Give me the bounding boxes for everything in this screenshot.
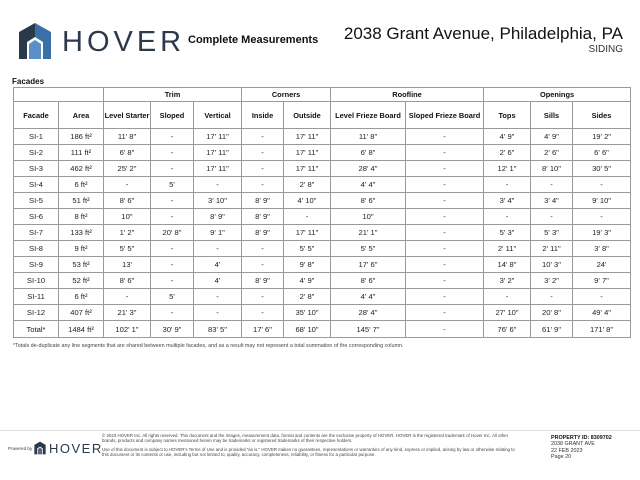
cell-area: 9 ft²	[59, 241, 104, 257]
group-header-corners: Corners	[242, 88, 331, 102]
table-row	[14, 257, 631, 273]
cell-outside: 4' 10"	[284, 193, 331, 209]
table-row	[14, 225, 631, 241]
cell-sides: 19' 3"	[573, 225, 631, 241]
cell-level-starter: -	[104, 289, 151, 305]
cell-sides: 19' 2"	[573, 129, 631, 145]
cell-level-starter: 1' 2"	[104, 225, 151, 241]
cell-tops: 27' 10"	[484, 305, 531, 321]
legal-terms: Use of this document is subject to HOVER's Terms of Use and is provided "as is." HOVER makes no guarantees, representations or warranties of any kind, express or implied, arising by law or otherwise relating to this document or its contents or use, including but not limited to, quality, accuracy, completeness, reliability, or fitness for a particular purpose.	[102, 446, 515, 458]
cell-sloped: -	[151, 305, 194, 321]
cell-facade: SI-2	[14, 145, 59, 161]
cell-area: 6 ft²	[59, 289, 104, 305]
cell-tops: 2' 6"	[484, 145, 531, 161]
cell-area: 407 ft²	[59, 305, 104, 321]
cell-level-starter: 13'	[104, 257, 151, 273]
total-sills: 61' 9"	[531, 321, 573, 338]
property-info	[551, 435, 612, 461]
cell-sloped-frieze-board: -	[406, 273, 484, 289]
cell-facade: SI-7	[14, 225, 59, 241]
table-row	[14, 161, 631, 177]
cell-facade: SI-12	[14, 305, 59, 321]
cell-area: 462 ft²	[59, 161, 104, 177]
cell-sloped: 20' 8"	[151, 225, 194, 241]
cell-level-starter: 25' 2"	[104, 161, 151, 177]
cell-area: 53 ft²	[59, 257, 104, 273]
cell-sills: -	[531, 289, 573, 305]
cell-outside: -	[284, 209, 331, 225]
cell-area: 6 ft²	[59, 177, 104, 193]
cell-sloped: 5'	[151, 289, 194, 305]
cell-level-starter: 8' 6"	[104, 193, 151, 209]
total-facade: Total*	[14, 321, 59, 338]
cell-facade: SI-11	[14, 289, 59, 305]
property-short-address: 2038 GRANT AVE	[551, 441, 595, 448]
cell-area: 186 ft²	[59, 129, 104, 145]
cell-sides: 30' 5"	[573, 161, 631, 177]
cell-sills: 2' 11"	[531, 241, 573, 257]
property-address: 2038 Grant Avenue, Philadelphia, PA	[343, 24, 623, 43]
cell-sloped: -	[151, 145, 194, 161]
cell-vertical: -	[194, 289, 242, 305]
total-sides: 171' 8"	[573, 321, 631, 338]
column-header-row	[14, 102, 631, 129]
table-row	[14, 273, 631, 289]
cell-level-frieze-board: 4' 4"	[331, 289, 406, 305]
cell-area: 8 ft²	[59, 209, 104, 225]
cell-sills: 8' 10"	[531, 161, 573, 177]
cell-tops: -	[484, 177, 531, 193]
cell-tops: 2' 11"	[484, 241, 531, 257]
powered-by-label: Powered by	[8, 446, 33, 451]
cell-level-frieze-board: 28' 4"	[331, 305, 406, 321]
total-sloped-frieze-board: -	[406, 321, 484, 338]
table-row	[14, 193, 631, 209]
cell-facade: SI-1	[14, 129, 59, 145]
cell-sides: 9' 10"	[573, 193, 631, 209]
cell-facade: SI-8	[14, 241, 59, 257]
cell-vertical: -	[194, 241, 242, 257]
legal-text	[102, 433, 520, 461]
column-header-sides: Sides	[573, 102, 631, 129]
cell-sloped-frieze-board: -	[406, 193, 484, 209]
cell-vertical: 17' 11"	[194, 129, 242, 145]
cell-tops: 3' 4"	[484, 193, 531, 209]
cell-level-frieze-board: 4' 4"	[331, 177, 406, 193]
facade-rows	[14, 129, 631, 338]
cell-sloped-frieze-board: -	[406, 225, 484, 241]
cell-vertical: 17' 11"	[194, 161, 242, 177]
header	[0, 0, 640, 70]
cell-sills: -	[531, 209, 573, 225]
cell-facade: SI-4	[14, 177, 59, 193]
column-header-tops: Tops	[484, 102, 531, 129]
cell-outside: 4' 9"	[284, 273, 331, 289]
hover-logo-icon	[18, 22, 52, 60]
legal-copyright: © 2023 HOVER Inc. All rights reserved. This document and the images, measurement data, format and contents are the exclusive property of HOVER. HOVER is the registered trademark of Hover Inc. All other brands, products and company names mentioned herein may be trademarks or registered trademarks of their respective holders.	[102, 433, 509, 444]
column-header-vertical: Vertical	[194, 102, 242, 129]
report-subtitle: SIDING	[588, 44, 623, 55]
cell-area: 133 ft²	[59, 225, 104, 241]
cell-sloped-frieze-board: -	[406, 161, 484, 177]
cell-level-frieze-board: 11' 8"	[331, 129, 406, 145]
cell-tops: 12' 1"	[484, 161, 531, 177]
cell-vertical: -	[194, 177, 242, 193]
total-level-starter: 102' 1"	[104, 321, 151, 338]
table-row	[14, 209, 631, 225]
cell-inside: 8' 9"	[242, 225, 284, 241]
cell-outside: 17' 11"	[284, 129, 331, 145]
cell-tops: 4' 9"	[484, 129, 531, 145]
report-date: 22 FEB 2023	[551, 447, 583, 454]
cell-tops: 14' 8"	[484, 257, 531, 273]
cell-tops: -	[484, 289, 531, 305]
cell-inside: -	[242, 257, 284, 273]
column-header-facade: Facade	[14, 102, 59, 129]
column-header-level-starter: Level Starter	[104, 102, 151, 129]
cell-tops: 5' 3"	[484, 225, 531, 241]
column-header-level-frieze-board: Level Frieze Board	[331, 102, 406, 129]
cell-inside: -	[242, 305, 284, 321]
hover-logo-small-icon	[34, 441, 46, 455]
group-header-roofline: Roofline	[331, 88, 484, 102]
cell-vertical: 17' 11"	[194, 145, 242, 161]
cell-level-frieze-board: 6' 8"	[331, 145, 406, 161]
cell-level-frieze-board: 17' 6"	[331, 257, 406, 273]
cell-level-frieze-board: 8' 6"	[331, 273, 406, 289]
cell-tops: -	[484, 209, 531, 225]
cell-vertical: 8' 9"	[194, 209, 242, 225]
cell-level-starter: 11' 8"	[104, 129, 151, 145]
cell-inside: -	[242, 177, 284, 193]
total-outside: 68' 10"	[284, 321, 331, 338]
cell-outside: 17' 11"	[284, 161, 331, 177]
cell-facade: SI-10	[14, 273, 59, 289]
group-header-openings: Openings	[484, 88, 631, 102]
cell-sloped-frieze-board: -	[406, 129, 484, 145]
property-id: PROPERTY ID: 8309702	[551, 435, 612, 441]
cell-facade: SI-6	[14, 209, 59, 225]
cell-facade: SI-9	[14, 257, 59, 273]
cell-level-frieze-board: 28' 4"	[331, 161, 406, 177]
cell-sills: 10' 3"	[531, 257, 573, 273]
cell-sloped: -	[151, 161, 194, 177]
cell-outside: 2' 8"	[284, 177, 331, 193]
column-header-inside: Inside	[242, 102, 284, 129]
cell-sides: 6' 6"	[573, 145, 631, 161]
cell-tops: 3' 2"	[484, 273, 531, 289]
cell-level-frieze-board: 10"	[331, 209, 406, 225]
cell-sloped-frieze-board: -	[406, 305, 484, 321]
cell-sides: -	[573, 289, 631, 305]
cell-sloped: -	[151, 193, 194, 209]
table-row	[14, 129, 631, 145]
cell-vertical: 4'	[194, 273, 242, 289]
brand-name: HOVER	[62, 26, 186, 58]
cell-sloped-frieze-board: -	[406, 177, 484, 193]
group-header-trim: Trim	[104, 88, 242, 102]
cell-outside: 9' 8"	[284, 257, 331, 273]
total-inside: 17' 6"	[242, 321, 284, 338]
group-header-blank	[14, 88, 104, 102]
cell-inside: 8' 9"	[242, 193, 284, 209]
column-header-outside: Outside	[284, 102, 331, 129]
page-number: Page 20	[551, 454, 572, 461]
cell-vertical: 4'	[194, 257, 242, 273]
cell-sloped: -	[151, 257, 194, 273]
cell-sills: 3' 2"	[531, 273, 573, 289]
column-header-sloped-frieze-board: Sloped Frieze Board	[406, 102, 484, 129]
total-vertical: 83' 5"	[194, 321, 242, 338]
cell-sloped-frieze-board: -	[406, 145, 484, 161]
cell-level-starter: 5' 5"	[104, 241, 151, 257]
column-header-sloped: Sloped	[151, 102, 194, 129]
cell-outside: 17' 11"	[284, 225, 331, 241]
cell-sills: 4' 9"	[531, 129, 573, 145]
cell-level-frieze-board: 5' 5"	[331, 241, 406, 257]
cell-vertical: 3' 10"	[194, 193, 242, 209]
total-sloped: 30' 9"	[151, 321, 194, 338]
cell-outside: 17' 11"	[284, 145, 331, 161]
cell-sills: 3' 4"	[531, 193, 573, 209]
cell-sloped: -	[151, 241, 194, 257]
cell-inside: -	[242, 161, 284, 177]
cell-inside: -	[242, 241, 284, 257]
cell-sides: 24'	[573, 257, 631, 273]
facades-table	[13, 87, 631, 338]
column-header-area: Area	[59, 102, 104, 129]
table-row	[14, 289, 631, 305]
cell-sills: 2' 6"	[531, 145, 573, 161]
cell-outside: 35' 10"	[284, 305, 331, 321]
cell-sides: 9' 7"	[573, 273, 631, 289]
cell-inside: -	[242, 145, 284, 161]
cell-sills: 20' 8"	[531, 305, 573, 321]
cell-level-starter: 6' 8"	[104, 145, 151, 161]
total-row	[14, 321, 631, 338]
cell-outside: 5' 5"	[284, 241, 331, 257]
cell-vertical: -	[194, 305, 242, 321]
cell-area: 52 ft²	[59, 273, 104, 289]
cell-level-frieze-board: 21' 1"	[331, 225, 406, 241]
section-label: Facades	[12, 77, 45, 86]
cell-vertical: 9' 1"	[194, 225, 242, 241]
cell-sloped: -	[151, 129, 194, 145]
cell-sides: -	[573, 209, 631, 225]
cell-level-starter: 8' 6"	[104, 273, 151, 289]
cell-sides: 49' 4"	[573, 305, 631, 321]
column-header-sills: Sills	[531, 102, 573, 129]
cell-sills: -	[531, 177, 573, 193]
cell-level-starter: 21' 3"	[104, 305, 151, 321]
total-level-frieze-board: 145' 7"	[331, 321, 406, 338]
cell-sloped-frieze-board: -	[406, 241, 484, 257]
cell-inside: 8' 9"	[242, 273, 284, 289]
footnote: *Totals de-duplicate any line segments that are shared between multiple facades, and as a result may not represent a total summation of the corresponding column.	[13, 343, 404, 349]
table-row	[14, 305, 631, 321]
table-row	[14, 145, 631, 161]
cell-level-frieze-board: 8' 6"	[331, 193, 406, 209]
cell-inside: -	[242, 289, 284, 305]
group-header-row	[14, 88, 631, 102]
cell-area: 51 ft²	[59, 193, 104, 209]
cell-sloped: -	[151, 209, 194, 225]
cell-sides: -	[573, 177, 631, 193]
cell-level-starter: 10"	[104, 209, 151, 225]
cell-sloped-frieze-board: -	[406, 289, 484, 305]
cell-sills: 5' 3"	[531, 225, 573, 241]
table-row	[14, 241, 631, 257]
table-row	[14, 177, 631, 193]
document-title: Complete Measurements	[188, 34, 319, 46]
total-area: 1484 ft²	[59, 321, 104, 338]
cell-sides: 3' 8"	[573, 241, 631, 257]
cell-sloped-frieze-board: -	[406, 209, 484, 225]
cell-inside: -	[242, 129, 284, 145]
footer-divider	[0, 430, 640, 431]
cell-facade: SI-3	[14, 161, 59, 177]
cell-sloped-frieze-board: -	[406, 257, 484, 273]
cell-sloped: -	[151, 273, 194, 289]
footer-brand-name: HOVER	[49, 441, 103, 456]
cell-facade: SI-5	[14, 193, 59, 209]
cell-sloped: 5'	[151, 177, 194, 193]
cell-level-starter: -	[104, 177, 151, 193]
cell-inside: 8' 9"	[242, 209, 284, 225]
cell-area: 111 ft²	[59, 145, 104, 161]
cell-outside: 2' 8"	[284, 289, 331, 305]
total-tops: 76' 6"	[484, 321, 531, 338]
